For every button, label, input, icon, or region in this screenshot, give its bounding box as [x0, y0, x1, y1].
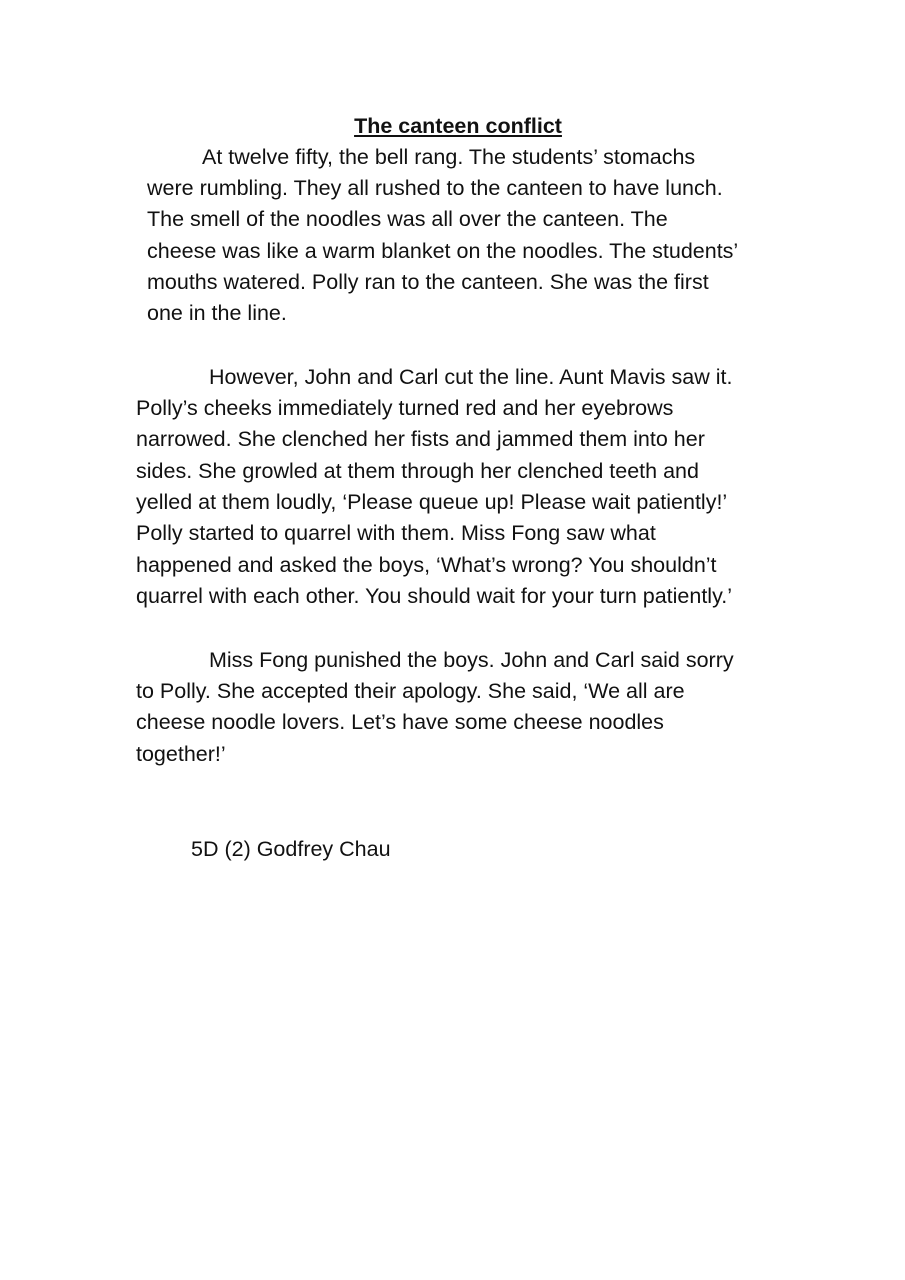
paragraph-line: sides. She growled at them through her clenched teeth and [136, 459, 699, 483]
paragraph-line: Polly started to quarrel with them. Miss Fong saw what [136, 521, 656, 545]
paragraph-line: narrowed. She clenched her fists and jammed them into her [136, 427, 705, 451]
paragraph-line: cheese noodle lovers. Let’s have some cheese noodles [136, 710, 664, 734]
paragraph-line: Miss Fong punished the boys. John and Carl said sorry [209, 648, 734, 672]
paragraph-line: At twelve fifty, the bell rang. The students’ stomachs [202, 145, 696, 169]
paragraph-line: However, John and Carl cut the line. Aunt Mavis saw it. [209, 365, 733, 389]
paragraph-line: to Polly. She accepted their apology. She said, ‘We all are [136, 679, 685, 703]
paragraph-line: happened and asked the boys, ‘What’s wrong? You shouldn’t [136, 553, 717, 577]
paragraph-line: were rumbling. They all rushed to the canteen to have lunch. [147, 176, 723, 200]
paragraph-line: The smell of the noodles was all over the canteen. The [147, 207, 668, 231]
paragraph-line: mouths watered. Polly ran to the canteen. She was the first [147, 270, 709, 294]
author-signature: 5D (2) Godfrey Chau [191, 837, 391, 861]
paragraph-line: yelled at them loudly, ‘Please queue up! Please wait patiently!’ [136, 490, 728, 514]
paragraph-line: quarrel with each other. You should wait for your turn patiently.’ [136, 584, 732, 608]
paragraph-line: together!’ [136, 742, 226, 766]
paragraph-line: Polly’s cheeks immediately turned red and her eyebrows [136, 396, 674, 420]
paragraph-line: cheese was like a warm blanket on the noodles. The students’ [147, 239, 739, 263]
document-title: The canteen conflict [354, 114, 562, 138]
paragraph-line: one in the line. [147, 301, 287, 325]
